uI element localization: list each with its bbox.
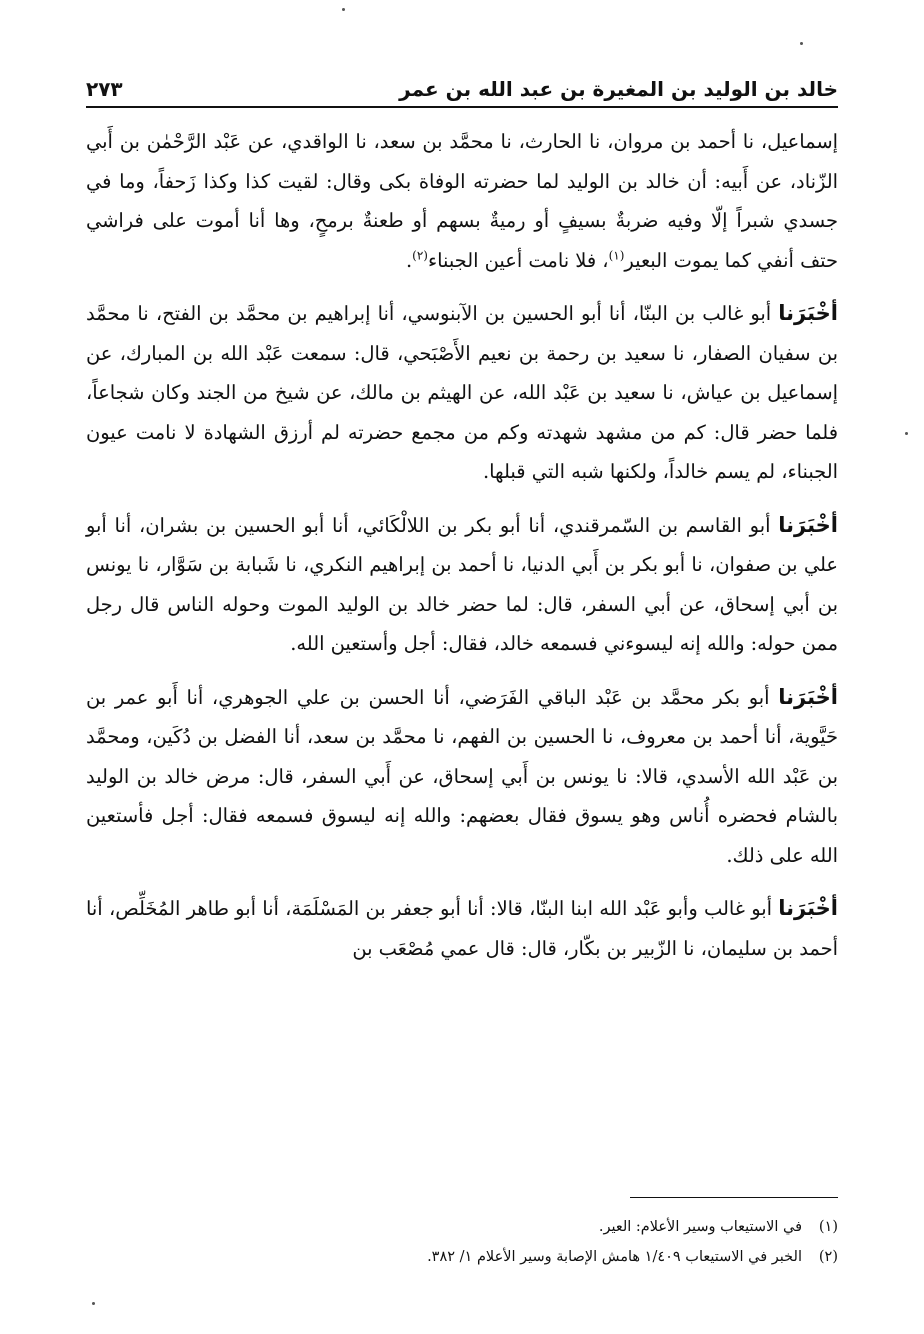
running-title: خالد بن الوليد بن المغيرة بن عبد الله بن عمر bbox=[399, 77, 838, 101]
page-header bbox=[86, 64, 838, 104]
footnote-text: في الاستيعاب وسير الأعلام: العير. bbox=[598, 1219, 802, 1235]
main-text bbox=[86, 122, 838, 982]
paragraph-text: إسماعيل، نا أحمد بن مروان، نا الحارث، نا محمَّد بن سعد، نا الواقدي، عن عَبْد الرَّحْمٰن بن أَبي الزّناد، عن أَبيه: أن خالد بن الوليد لما حضرته الوفاة بكى وقال: لقيت كذا وكذا زَحفاً، وما في جسدي شبراً إلّا وفيه ضربةٌ بسيفٍ أو رميةٌ بسهم أو طعنةٌ برمحٍ، وها أنا أموت على فراشي حتف أنفي كما يموت البعير bbox=[86, 130, 838, 272]
footnote-number: (٢) bbox=[818, 1249, 838, 1265]
paragraph-text: ، فلا نامت أعين الجبناء bbox=[427, 248, 609, 272]
scan-speck bbox=[92, 1302, 95, 1305]
paragraph-text: أبو غالب وأبو عَبْد الله ابنا البنّا، قالا: أنا أبو جعفر بن المَسْلَمَة، أنا أبو طاهر المُخَلِّص، أنا أحمد بن سليمان، نا الزّبير بن بكّار، قال: قال عمي مُصْعَب بن bbox=[86, 897, 838, 960]
scan-speck bbox=[342, 8, 345, 11]
footnote-marker: (٢) bbox=[412, 248, 428, 263]
paragraph-2 bbox=[86, 294, 838, 492]
scan-speck bbox=[905, 432, 908, 435]
paragraph-5 bbox=[86, 889, 838, 968]
paragraph-text: أبو القاسم بن السّمرقندي، أنا أبو بكر بن اللالْكَائي، أنا أبو الحسين بن بشران، أنا أبو علي بن صفوان، نا أبو بكر بن أَبي الدنيا، نا أحمد بن إبراهيم النكري، نا شَبابة بن سَوَّار، نا يونس بن أبي إسحاق، عن أبي السفر، قال: لما حضر خالد بن الوليد الموت وحوله الناس قال رجل ممن حوله: والله إنه ليسوءني فسمعه خالد، فقال: أجل وأستعين الله. bbox=[86, 513, 838, 655]
lead-word: أخْبَرَنا bbox=[778, 684, 838, 709]
paragraph-text: أبو بكر محمَّد بن عَبْد الباقي الفَرَضي، أنا الحسن بن علي الجوهري، أنا أَبو عمر بن حَيَّوية، أنا أحمد بن معروف، نا الحسين بن الفهم، نا محمَّد بن سعد، أنا الفضل بن دُكَين، ومحمَّد بن عَبْد الله الأسدي، قالا: نا يونس بن أَبي إسحاق، عن أَبي السفر، قال: مرض خالد بن الوليد بالشام فحضره أُناس وهو يسوق فقال بعضهم: والله إنه ليسوق فسمعه فقال: أجل فأستعين الله على ذلك. bbox=[86, 685, 838, 867]
lead-word: أخْبَرَنا bbox=[778, 301, 838, 325]
header-rule bbox=[86, 106, 838, 108]
footnote-2 bbox=[86, 1242, 838, 1272]
paragraph-text: أبو غالب بن البنّا، أنا أبو الحسين بن الآبنوسي، أنا إبراهيم بن محمَّد بن الفتح، نا محمَّد بن سفيان الصفار، نا سعيد بن رحمة بن نعيم الأَصْبَحي، قال: سمعت عَبْد الله بن المبارك، عن إسماعيل بن عياش، نا سعيد بن عَبْد الله، عن الهيثم بن مالك، عن شيخ من الجند وكان شجاعاً، فلما حضر قال: كم من مشهد شهدته وكم من مجمع حضرته لم أرزق الشهادة لا نامت عيون الجبناء، لم يسم خالداً، ولكنها شبه التي قبلها. bbox=[86, 302, 838, 483]
footnote-1 bbox=[86, 1212, 838, 1242]
paragraph-1 bbox=[86, 122, 838, 280]
paragraph-4 bbox=[86, 678, 838, 876]
scan-speck bbox=[800, 42, 803, 45]
page-number: ٢٧٣ bbox=[86, 77, 123, 101]
lead-word: أخْبَرَنا bbox=[778, 896, 838, 920]
footnote-marker: (١) bbox=[608, 248, 625, 263]
footnote-text: الخبر في الاستيعاب ١/٤٠٩ هامش الإصابة وسير الأعلام ١/ ٣٨٢. bbox=[427, 1249, 802, 1265]
footnotes bbox=[86, 1212, 838, 1272]
paragraph-3 bbox=[86, 506, 838, 664]
footnote-number: (١) bbox=[818, 1219, 838, 1235]
footnote-separator bbox=[630, 1197, 838, 1198]
lead-word: أخْبَرَنا bbox=[778, 512, 838, 537]
paragraph-text: . bbox=[405, 248, 413, 272]
